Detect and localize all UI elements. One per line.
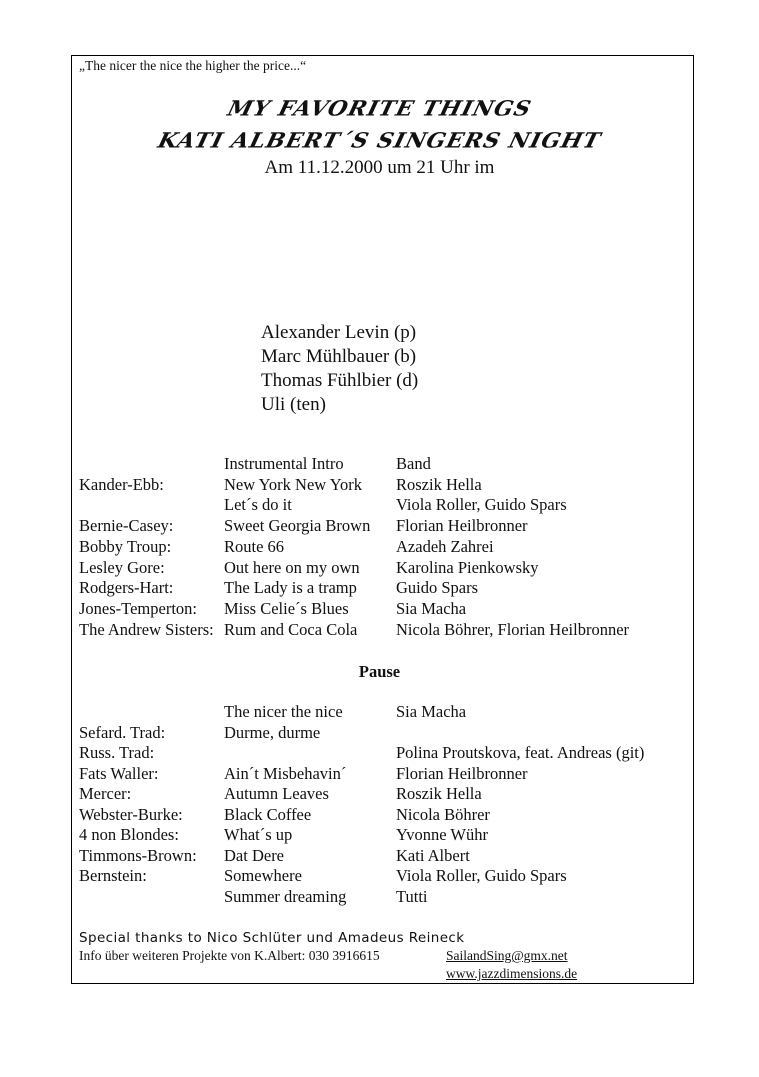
performer: Sia Macha	[396, 598, 467, 618]
song-title: Black Coffee	[224, 804, 312, 824]
event-date: Am 11.12.2000 um 21 Uhr im	[264, 157, 495, 178]
composer: Bobby Troup:	[79, 536, 172, 556]
motto: „The nicer the nice the higher the price...“	[79, 58, 307, 73]
special-thanks: Special thanks to Nico Schlüter und Amadeus Reineck	[79, 930, 465, 946]
composer: Bernie-Casey:	[79, 516, 174, 536]
performer: Viola Roller, Guido Spars	[396, 495, 567, 515]
composer: Timmons-Brown:	[79, 845, 197, 865]
performer: Florian Heilbronner	[396, 763, 528, 783]
composer: Sefard. Trad:	[79, 722, 166, 742]
song-title: Autumn Leaves	[224, 784, 329, 803]
band-member: Marc Mühlbauer (b)	[261, 346, 417, 367]
song-title: New York New York	[224, 474, 362, 494]
song-title: The nicer the nice	[224, 702, 343, 721]
performer: Roszik Hella	[396, 474, 482, 494]
song-title: Sweet Georgia Brown	[224, 516, 371, 536]
performer: Viola Roller, Guido Spars	[396, 866, 567, 885]
event-subtitle: KATI ALBERT´S SINGERS NIGHT	[155, 128, 604, 154]
song-title: Ain´t Misbehavin´	[224, 763, 347, 783]
composer: Webster-Burke:	[79, 804, 183, 824]
event-title: MY FAVORITE THINGS	[224, 96, 535, 122]
contact-info: Info über weiteren Projekte von K.Albert: 030 3916615	[79, 948, 380, 963]
performer: Yvonne Wühr	[396, 825, 488, 844]
song-title: Dat Dere	[224, 845, 285, 865]
band-member: Uli (ten)	[261, 394, 326, 415]
composer: Rodgers-Hart:	[79, 578, 174, 598]
performer: Roszik Hella	[396, 784, 482, 803]
composer: The Andrew Sisters:	[79, 619, 214, 639]
pause-heading: Pause	[358, 662, 401, 681]
song-title: Miss Celie´s Blues	[224, 598, 349, 618]
composer: Fats Waller:	[79, 763, 159, 783]
composer: Jones-Temperton:	[79, 598, 197, 618]
performer: Tutti	[396, 886, 428, 906]
song-title: Route 66	[224, 536, 285, 556]
performer: Nicola Böhrer, Florian Heilbronner	[396, 619, 630, 639]
song-title: Rum and Coca Cola	[224, 619, 358, 639]
performer: Guido Spars	[396, 578, 479, 598]
composer: Mercer:	[79, 784, 132, 803]
song-title: What´s up	[224, 825, 293, 844]
performer: Band	[396, 454, 431, 473]
song-title: Somewhere	[224, 866, 302, 885]
performer: Polina Proutskova, feat. Andreas (git)	[396, 743, 645, 762]
composer: Bernstein:	[79, 866, 147, 885]
song-title: The Lady is a tramp	[224, 578, 357, 598]
song-title: Summer dreaming	[224, 886, 347, 906]
performer: Kati Albert	[396, 845, 470, 865]
song-title: Out here on my own	[224, 557, 360, 577]
performer: Azadeh Zahrei	[396, 536, 494, 556]
song-title: Instrumental Intro	[224, 454, 344, 473]
email-link[interactable]: SailandSing@gmx.net	[446, 948, 568, 963]
song-title: Durme, durme	[224, 722, 321, 742]
composer: 4 non Blondes:	[79, 825, 179, 844]
website-link[interactable]: www.jazzdimensions.de	[446, 966, 578, 981]
performer: Karolina Pienkowsky	[396, 557, 539, 577]
composer: Russ. Trad:	[79, 743, 155, 762]
composer: Lesley Gore:	[79, 557, 165, 577]
band-member: Thomas Fühlbier (d)	[261, 370, 419, 391]
song-title: Let´s do it	[224, 495, 292, 515]
performer: Florian Heilbronner	[396, 516, 528, 536]
composer: Kander-Ebb:	[79, 474, 164, 494]
performer: Sia Macha	[396, 702, 467, 721]
performer: Nicola Böhrer	[396, 804, 490, 824]
band-member: Alexander Levin (p)	[261, 322, 417, 343]
